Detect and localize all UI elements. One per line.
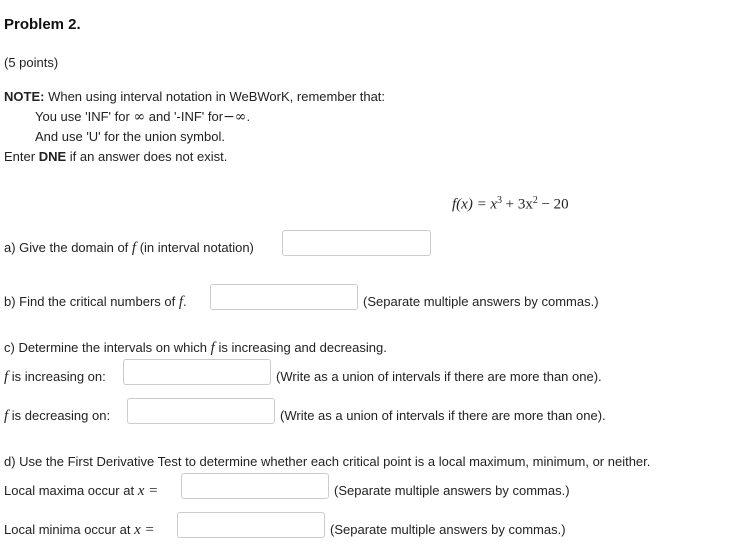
domain-input[interactable] xyxy=(282,230,431,256)
neg-infinity-symbol: −∞ xyxy=(223,109,247,125)
local-minima-input[interactable] xyxy=(177,512,325,538)
points-label: (5 points) xyxy=(4,55,59,70)
function-term-3: − 20 xyxy=(541,196,569,213)
part-c-prompt xyxy=(4,340,387,357)
dne-keyword: DNE xyxy=(38,149,67,164)
note-label: NOTE: xyxy=(4,89,45,104)
decreasing-input[interactable] xyxy=(127,398,275,424)
increasing-hint: (Write as a union of intervals if there are more than one). xyxy=(276,369,602,384)
local-minima-text: Local minima occur at xyxy=(4,522,131,537)
note-intro-text: When using interval notation in WeBWorK, remember that: xyxy=(48,89,386,104)
note-line-inf xyxy=(35,109,250,125)
increasing-f: f xyxy=(4,369,9,385)
infinity-symbol: ∞ xyxy=(133,109,146,125)
increasing-label xyxy=(4,369,106,386)
local-maxima-x: x = xyxy=(137,483,159,499)
decreasing-label xyxy=(4,408,110,425)
function-exp-1: 3 xyxy=(496,195,502,206)
function-definition xyxy=(452,195,569,213)
part-c-f: f xyxy=(210,340,215,356)
note-dne-suffix: if an answer does not exist. xyxy=(69,149,228,164)
decreasing-text: is decreasing on: xyxy=(11,408,111,423)
local-maxima-hint: (Separate multiple answers by commas.) xyxy=(334,483,570,498)
function-lhs: f(x) = xyxy=(452,196,487,213)
local-maxima-label xyxy=(4,483,158,500)
part-a-suffix: (in interval notation) xyxy=(139,240,254,255)
part-a-f: f xyxy=(131,240,137,256)
critical-numbers-input[interactable] xyxy=(210,284,358,310)
function-term-2: + 3x xyxy=(505,196,533,213)
local-maxima-input[interactable] xyxy=(181,473,329,499)
note-neg-inf-text: and '-INF' for xyxy=(148,109,224,124)
local-minima-x: x = xyxy=(134,522,155,538)
decreasing-hint: (Write as a union of intervals if there are more than one). xyxy=(280,408,606,423)
part-b-dot: . xyxy=(183,294,187,309)
local-minima-hint: (Separate multiple answers by commas.) xyxy=(330,522,566,537)
note-line-dne xyxy=(4,149,227,164)
increasing-text: is increasing on: xyxy=(11,369,106,384)
part-b-prefix: b) Find the critical numbers of xyxy=(4,294,176,309)
note-line-end: . xyxy=(246,109,251,124)
function-term-1: x xyxy=(490,196,497,213)
part-b-prompt xyxy=(4,294,187,311)
note-intro xyxy=(4,89,385,104)
part-a-prefix: a) Give the domain of xyxy=(4,240,129,255)
note-inf-text: You use 'INF' for xyxy=(35,109,130,124)
part-b-f: f xyxy=(178,294,184,310)
problem-title: Problem 2. xyxy=(4,16,81,33)
part-d-prompt: d) Use the First Derivative Test to determine whether each critical point is a local maximum, minimum, or neither. xyxy=(4,454,651,469)
function-exp-2: 2 xyxy=(532,195,538,206)
part-c-suffix: is increasing and decreasing. xyxy=(218,340,387,355)
note-line-union: And use 'U' for the union symbol. xyxy=(35,129,225,144)
part-a-prompt xyxy=(4,240,254,257)
note-dne-prefix: Enter xyxy=(4,149,36,164)
part-b-hint: (Separate multiple answers by commas.) xyxy=(363,294,599,309)
increasing-input[interactable] xyxy=(123,359,271,385)
local-maxima-text: Local maxima occur at xyxy=(4,483,135,498)
decreasing-f: f xyxy=(4,408,9,424)
local-minima-label xyxy=(4,522,155,539)
part-c-prefix: c) Determine the intervals on which xyxy=(4,340,208,355)
